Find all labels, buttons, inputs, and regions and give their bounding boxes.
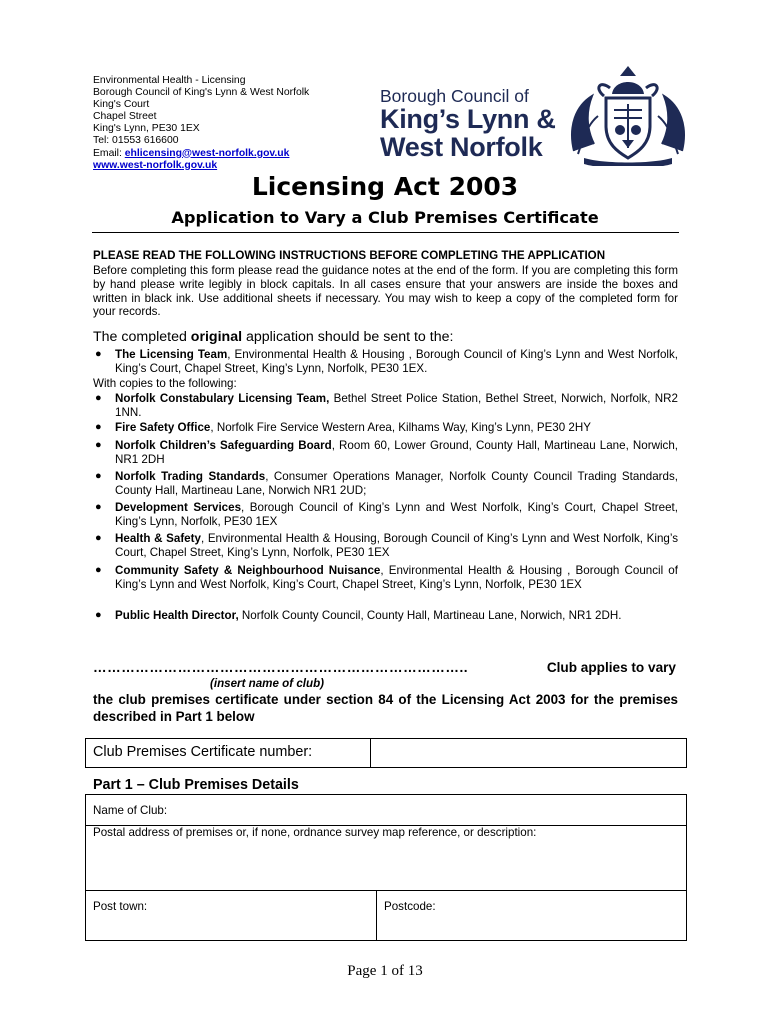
list-item xyxy=(95,501,678,528)
bullet-icon: ● xyxy=(95,392,102,404)
address-line: Tel: 01553 616600 xyxy=(93,135,179,147)
recipient-detail: Bethel Street Police Station, Bethel Street, Norwich, Norfolk, NR2 1NN. xyxy=(115,392,678,419)
recipient-name: Norfolk Constabulary Licensing Team, xyxy=(115,392,330,405)
list-item xyxy=(95,609,678,623)
website-line xyxy=(93,160,309,172)
recipient-name: Development Services xyxy=(115,501,242,514)
list-item xyxy=(95,421,678,435)
address-line: Chapel Street xyxy=(93,111,157,123)
bullet-icon: ● xyxy=(95,501,102,513)
sent-to-heading xyxy=(93,329,453,345)
club-applies-text: Club applies to vary xyxy=(546,660,676,675)
insert-club-name-hint: (insert name of club) xyxy=(210,677,325,690)
postcode-field[interactable] xyxy=(377,891,686,941)
recipient-detail: , Environmental Health & Housing , Borough Council of King’s Lynn and West Norfolk, King’s Court, Chapel Street, King’s Lynn, Norfolk, PE30 1EX xyxy=(115,564,678,591)
logo-line-3: West Norfolk xyxy=(380,132,543,162)
certificate-number-box xyxy=(85,738,687,768)
recipient-detail: , Room 60, Lower Ground, County Hall, Martineau Lane, Norwich, NR1 2DH xyxy=(115,439,678,466)
bullet-icon: ● xyxy=(95,439,102,451)
recipient-name: The Licensing Team xyxy=(115,348,228,361)
club-name-label: Name of Club: xyxy=(93,804,168,817)
document-title: Licensing Act 2003 xyxy=(251,172,519,201)
logo-line-2: King’s Lynn & xyxy=(380,104,556,134)
premises-statement: the club premises certificate under section 84 of the Licensing Act 2003 for the premises described in Part 1 below xyxy=(93,692,678,724)
address-line: Environmental Health - Licensing xyxy=(93,75,246,86)
certificate-number-field[interactable] xyxy=(370,739,686,767)
list-item xyxy=(95,564,678,591)
email-line xyxy=(93,148,309,160)
recipient-detail: Norfolk County Council, County Hall, Martineau Lane, Norwich, NR1 2DH. xyxy=(238,609,622,622)
recipient-name: Fire Safety Office xyxy=(115,421,211,434)
recipient-name: Public Health Director, xyxy=(115,609,239,622)
sent-to-suffix: application should be sent to the: xyxy=(242,329,454,345)
bullet-icon: ● xyxy=(95,564,102,576)
postal-address-label: Postal address of premises or, if none, ordnance survey map reference, or description: xyxy=(93,826,537,839)
club-name-blank[interactable]: …………………………………………………………………….. xyxy=(93,660,468,675)
club-premises-details-box xyxy=(85,794,687,941)
list-item xyxy=(95,532,678,559)
list-item xyxy=(95,392,678,419)
recipient-detail: , Norfolk Fire Service Western Area, Kilhams Way, King’s Lynn, PE30 2HY xyxy=(210,421,591,434)
list-item xyxy=(95,348,678,375)
post-town-label: Post town: xyxy=(93,900,148,913)
address-line: Borough Council of King's Lynn & West Norfolk xyxy=(93,87,310,99)
post-town-field[interactable] xyxy=(86,891,376,941)
postcode-label: Postcode: xyxy=(384,900,436,913)
borough-crest-icon xyxy=(564,66,692,166)
council-logo xyxy=(380,70,700,165)
bullet-icon: ● xyxy=(95,421,102,433)
recipient-name: Community Safety & Neighbourhood Nuisance xyxy=(115,564,381,577)
list-item xyxy=(95,470,678,497)
address-line: King's Court xyxy=(93,99,150,111)
title-divider xyxy=(92,232,679,233)
email-label: Email: xyxy=(93,147,125,159)
certificate-number-label: Club Premises Certificate number: xyxy=(93,744,313,760)
instructions-heading: PLEASE READ THE FOLLOWING INSTRUCTIONS BEFORE COMPLETING THE APPLICATION xyxy=(93,249,606,262)
recipient-name: Norfolk Trading Standards xyxy=(115,470,266,483)
part1-heading: Part 1 – Club Premises Details xyxy=(93,777,299,793)
logo-line-1: Borough Council of xyxy=(380,86,529,106)
page-number: Page 1 of 13 xyxy=(347,963,423,979)
address-line: King's Lynn, PE30 1EX xyxy=(93,123,200,135)
recipient-detail: , Environmental Health & Housing, Borough Council of King’s Lynn and West Norfolk, King’s Court, Chapel Street, King’s Lynn, Norfolk, PE30 1EX xyxy=(115,532,678,559)
website-link[interactable]: www.west-norfolk.gov.uk xyxy=(93,159,218,171)
document-subtitle: Application to Vary a Club Premises Certificate xyxy=(171,208,599,227)
bullet-icon: ● xyxy=(95,470,102,482)
email-link[interactable]: ehlicensing@west-norfolk.gov.uk xyxy=(124,147,290,159)
recipient-name: Norfolk Children’s Safeguarding Board xyxy=(115,439,332,452)
sent-to-prefix: The completed xyxy=(93,329,191,345)
copies-label: With copies to the following: xyxy=(93,377,237,390)
recipient-detail: , Environmental Health & Housing , Borough Council of King’s Lynn and West Norfolk, King’s Court, Chapel Street, King’s Lynn, Norfolk, PE30 1EX. xyxy=(115,348,678,375)
council-address-block xyxy=(93,75,309,172)
sent-to-emphasis: original xyxy=(190,329,243,345)
recipient-detail: , Borough Council of King’s Lynn and West Norfolk, King’s Court, Chapel Street, King’s Lynn, Norfolk, PE30 1EX xyxy=(115,501,678,528)
town-postcode-row xyxy=(86,890,686,941)
postal-address-field[interactable] xyxy=(86,826,686,890)
club-name-field[interactable] xyxy=(86,795,686,826)
recipient-name: Health & Safety xyxy=(115,532,201,545)
instructions-body: Before completing this form please read the guidance notes at the end of the form. If you are completing this form by hand please write legibly in block capitals. In all cases ensure that your answers are inside the boxes and written in black ink. Use additional sheets if necessary. You may wish to keep a copy of the completed form for your records. xyxy=(93,264,678,319)
recipient-detail: , Consumer Operations Manager, Norfolk County Council Trading Standards, County Hall, Martineau Lane, Norwich NR1 2UD; xyxy=(115,470,678,497)
list-item xyxy=(95,439,678,466)
bullet-icon: ● xyxy=(95,348,102,360)
bullet-icon: ● xyxy=(95,609,102,621)
bullet-icon: ● xyxy=(95,532,102,544)
